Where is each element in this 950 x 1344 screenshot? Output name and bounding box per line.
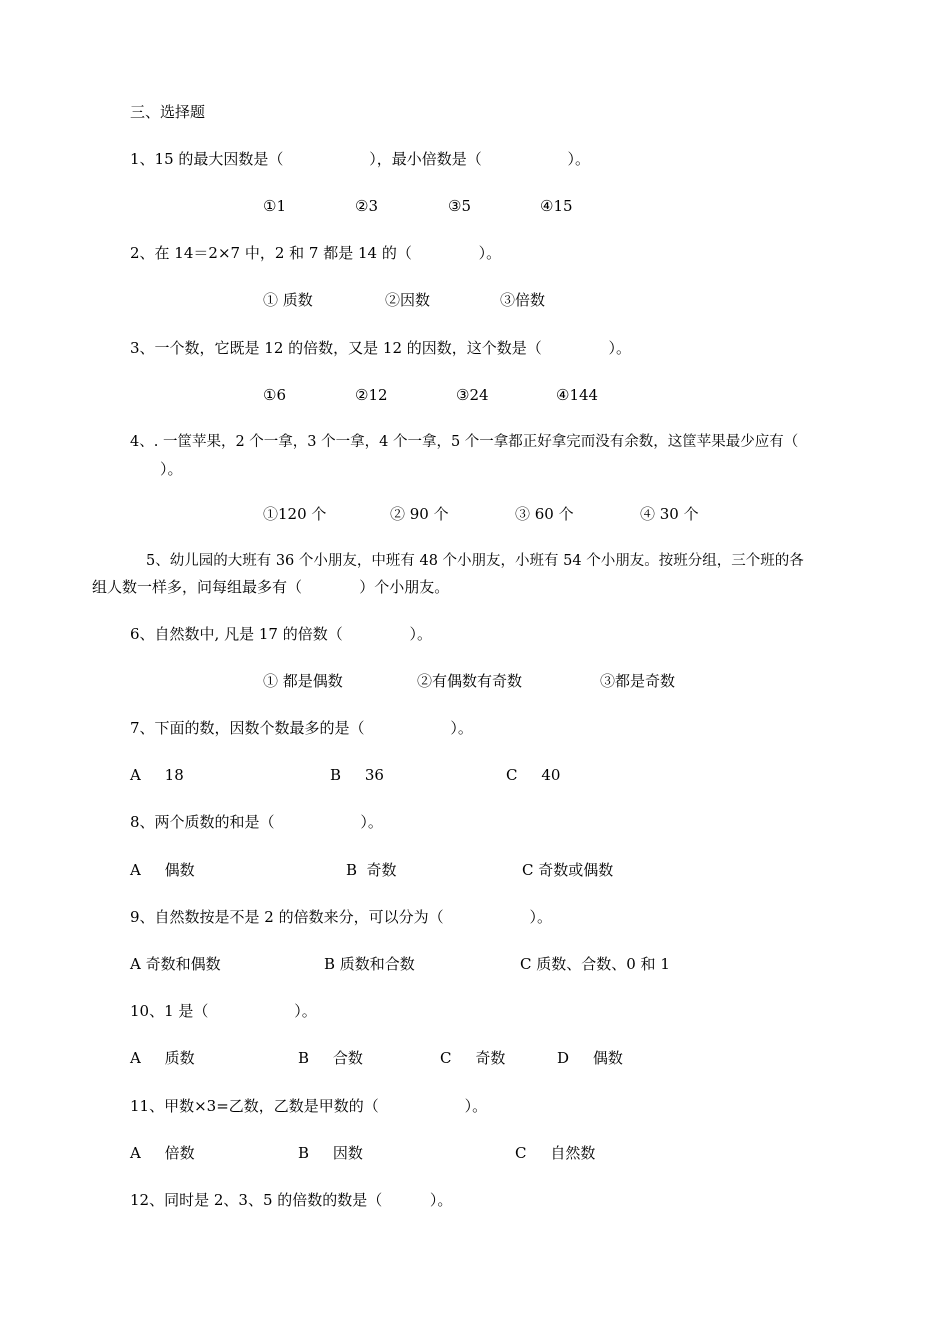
option: ①6	[263, 386, 286, 404]
option: ②12	[355, 386, 388, 404]
option: C 奇数或偶数	[522, 861, 614, 879]
option: ③都是奇数	[600, 672, 676, 690]
question-4-cont: ）。	[160, 460, 183, 478]
option: ③倍数	[500, 291, 546, 309]
option: ③ 60 个	[515, 505, 574, 523]
option: C 自然数	[515, 1144, 596, 1162]
option: ① 质数	[263, 291, 313, 309]
question-7: 7、下面的数，因数个数最多的是（ ）。	[130, 719, 473, 737]
option: ①1	[263, 197, 286, 215]
option: A 倍数	[130, 1144, 195, 1162]
option: B 合数	[298, 1049, 363, 1067]
option: ④15	[540, 197, 573, 215]
question-3: 3、一个数，它既是 12 的倍数，又是 12 的因数，这个数是（ ）。	[130, 339, 632, 357]
option: ④144	[556, 386, 599, 404]
question-10: 10、1 是（ ）。	[130, 1002, 317, 1020]
option: ② 90 个	[390, 505, 449, 523]
option: D 偶数	[557, 1049, 623, 1067]
option: ①120 个	[263, 505, 327, 523]
option: A 18	[130, 766, 184, 784]
question-1: 1、15 的最大因数是（ ），最小倍数是（ ）。	[130, 150, 591, 168]
option: B 奇数	[346, 861, 397, 879]
option: A 质数	[130, 1049, 195, 1067]
option: A 偶数	[130, 861, 195, 879]
question-4: 4、. 一筐苹果，2 个一拿，3 个一拿，4 个一拿，5 个一拿都正好拿完而没有余数，这筐苹果最少应有（	[130, 434, 799, 450]
option: ① 都是偶数	[263, 672, 343, 690]
question-8: 8、两个质数的和是（ ）。	[130, 813, 383, 831]
option: B 因数	[298, 1144, 363, 1162]
option: ③5	[448, 197, 471, 215]
option: ②因数	[385, 291, 431, 309]
question-5-cont: 组人数一样多，问每组最多有（ ）个小朋友。	[92, 578, 450, 596]
question-12: 12、同时是 2、3、5 的倍数的数是（ ）。	[130, 1191, 453, 1209]
option: B 36	[330, 766, 384, 784]
option: C 奇数	[440, 1049, 506, 1067]
option: ③24	[456, 386, 489, 404]
question-9: 9、自然数按是不是 2 的倍数来分，可以分为（ ）。	[130, 908, 552, 926]
option: ②3	[355, 197, 378, 215]
question-11: 11、甲数×3=乙数，乙数是甲数的（ ）。	[130, 1097, 488, 1115]
question-2: 2、在 14＝2×7 中，2 和 7 都是 14 的（ ）。	[130, 244, 502, 262]
question-6: 6、自然数中, 凡是 17 的倍数（ ）。	[130, 625, 432, 643]
section-title: 三、选择题	[130, 103, 206, 121]
option: C 40	[506, 766, 561, 784]
option: ②有偶数有奇数	[417, 672, 523, 690]
question-5: 5、幼儿园的大班有 36 个小朋友，中班有 48 个小朋友，小班有 54 个小朋友。按班分组，三个班的各	[146, 553, 804, 569]
option: B 质数和合数	[324, 955, 415, 973]
option: ④ 30 个	[640, 505, 699, 523]
option: C 质数、合数、0 和 1	[520, 955, 670, 973]
option: A 奇数和偶数	[130, 955, 221, 973]
